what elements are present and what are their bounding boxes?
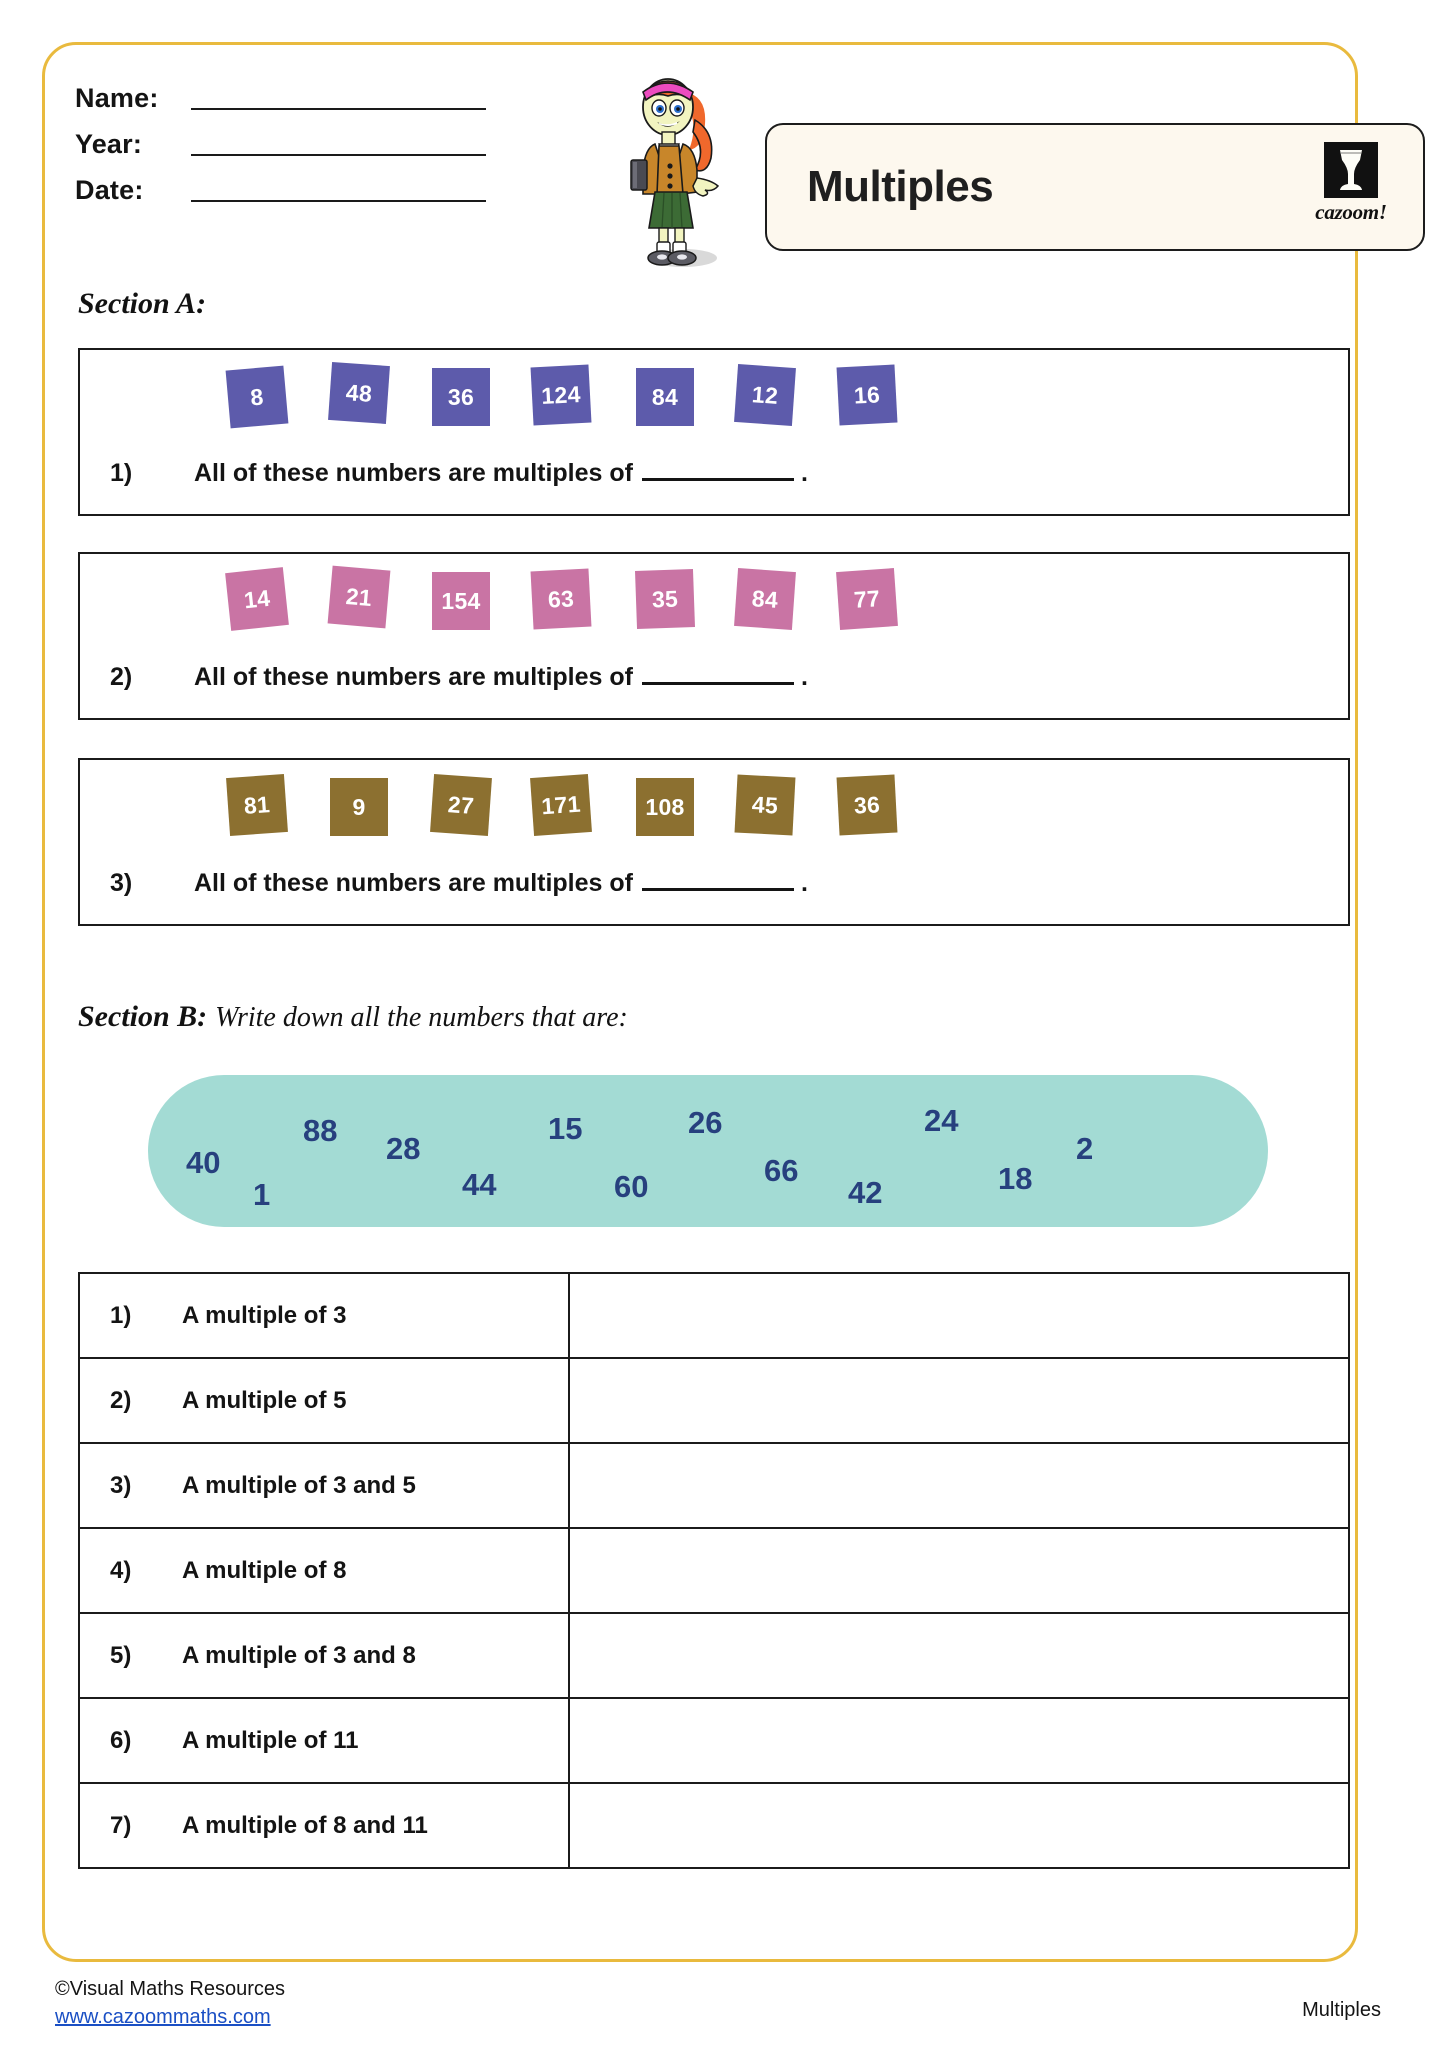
- cazoom-goblet-icon: [1324, 142, 1378, 198]
- answer-blank-3[interactable]: [642, 868, 794, 891]
- table-row-number: 3): [110, 1471, 132, 1499]
- question-tail-3: .: [800, 869, 808, 897]
- table-row-text: A multiple of 3: [182, 1301, 347, 1329]
- table-row-text: A multiple of 3 and 5: [182, 1471, 416, 1499]
- number-tile: 81: [226, 774, 288, 836]
- number-tile-row-2: [80, 554, 1348, 662]
- date-input-line[interactable]: [191, 199, 486, 202]
- cloud-number: 24: [924, 1103, 959, 1138]
- number-tile: 12: [734, 364, 796, 426]
- table-row-number: 1): [110, 1301, 132, 1329]
- table-row-answer-cell[interactable]: [569, 1698, 1349, 1783]
- table-row-prompt: [79, 1613, 569, 1698]
- table-row-prompt: [79, 1273, 569, 1358]
- table-row-answer-cell[interactable]: [569, 1273, 1349, 1358]
- table-row-text: A multiple of 8: [182, 1556, 347, 1584]
- number-tile: 77: [836, 568, 898, 630]
- table-row-answer-cell[interactable]: [569, 1443, 1349, 1528]
- table-row: [79, 1783, 1349, 1868]
- question-text-3: All of these numbers are multiples of: [194, 869, 633, 897]
- number-tile: 9: [330, 778, 388, 836]
- cazoom-logo-text: cazoom!: [1315, 200, 1387, 224]
- table-row-number: 2): [110, 1386, 132, 1414]
- table-row-answer-cell[interactable]: [569, 1783, 1349, 1868]
- table-row-text: A multiple of 5: [182, 1386, 347, 1414]
- number-tile: 154: [432, 572, 490, 630]
- table-row-prompt: [79, 1528, 569, 1613]
- worksheet-title-box: [765, 123, 1425, 251]
- question-line-2: [80, 662, 1348, 718]
- number-tile: 171: [530, 774, 592, 836]
- number-tile: 84: [636, 368, 694, 426]
- year-field-row: [75, 116, 545, 162]
- copyright-text: ©Visual Maths Resources: [55, 1978, 286, 2000]
- section-b-answer-table: [78, 1272, 1350, 1869]
- question-text-2: All of these numbers are multiples of: [194, 663, 633, 691]
- number-cloud: [148, 1075, 1268, 1227]
- number-tile: 27: [430, 774, 492, 836]
- date-label: Date:: [75, 175, 144, 205]
- cloud-number: 66: [764, 1153, 799, 1188]
- table-row-number: 4): [110, 1556, 132, 1584]
- table-row-text: A multiple of 11: [182, 1726, 359, 1754]
- date-field-row: [75, 162, 545, 208]
- table-row-prompt: [79, 1698, 569, 1783]
- cazoom-logo: [1305, 142, 1397, 225]
- cloud-number: 1: [253, 1177, 271, 1212]
- name-input-line[interactable]: [191, 107, 486, 110]
- schoolgirl-illustration-icon: [615, 62, 735, 272]
- number-tile: 36: [837, 775, 898, 836]
- question-line-1: [80, 458, 1348, 514]
- number-tile: 21: [328, 566, 391, 629]
- cloud-number: 18: [998, 1161, 1033, 1196]
- table-row-text: A multiple of 8 and 11: [182, 1811, 428, 1839]
- answer-blank-1[interactable]: [642, 458, 794, 481]
- table-row-answer-cell[interactable]: [569, 1528, 1349, 1613]
- number-tile: 48: [328, 362, 390, 424]
- table-row: [79, 1698, 1349, 1783]
- table-row: [79, 1358, 1349, 1443]
- question-tail-1: .: [800, 459, 808, 487]
- cloud-number: 26: [688, 1105, 723, 1140]
- number-tile-row-3: [80, 760, 1348, 868]
- footer-credit: [55, 1975, 285, 2032]
- table-row-answer-cell[interactable]: [569, 1613, 1349, 1698]
- table-row-answer-cell[interactable]: [569, 1358, 1349, 1443]
- section-a-label: Section A:: [78, 287, 207, 320]
- number-tile: 84: [734, 568, 796, 630]
- student-info-fields: [75, 70, 545, 208]
- cloud-number: 60: [614, 1169, 649, 1204]
- cloud-number: 40: [186, 1145, 221, 1180]
- year-label: Year:: [75, 129, 143, 159]
- question-number-1: 1): [110, 459, 133, 487]
- table-row-number: 5): [110, 1641, 132, 1669]
- number-tile: 108: [636, 778, 694, 836]
- table-row-prompt: [79, 1783, 569, 1868]
- number-tile: 35: [635, 569, 695, 629]
- section-a-question-box-2: [78, 552, 1350, 720]
- section-a-question-box-1: [78, 348, 1350, 516]
- page-title: Multiples: [807, 162, 994, 211]
- table-row: [79, 1613, 1349, 1698]
- worksheet-header: [75, 60, 1387, 250]
- table-row-number: 6): [110, 1726, 132, 1754]
- question-line-3: [80, 868, 1348, 924]
- question-number-2: 2): [110, 663, 133, 691]
- section-a-heading: [78, 287, 206, 321]
- section-b-label: Section B:: [78, 1000, 208, 1033]
- number-tile: 16: [837, 365, 898, 426]
- name-field-row: [75, 70, 545, 116]
- year-input-line[interactable]: [191, 153, 486, 156]
- section-b-instruction: Write down all the numbers that are:: [215, 1002, 628, 1033]
- number-tile: 45: [735, 775, 796, 836]
- question-number-3: 3): [110, 869, 133, 897]
- cloud-number: 88: [303, 1113, 338, 1148]
- table-row: [79, 1443, 1349, 1528]
- table-row-prompt: [79, 1443, 569, 1528]
- table-row-text: A multiple of 3 and 8: [182, 1641, 416, 1669]
- number-tile: 63: [531, 569, 592, 630]
- cloud-number: 28: [386, 1131, 421, 1166]
- table-row-prompt: [79, 1358, 569, 1443]
- footer-worksheet-name: Multiples: [1302, 1999, 1381, 2021]
- cloud-number: 42: [848, 1175, 883, 1210]
- table-row: [79, 1528, 1349, 1613]
- section-b-heading: [78, 1000, 628, 1034]
- number-tile: 36: [432, 368, 490, 426]
- number-tile: 14: [225, 567, 289, 631]
- cazoommaths-link[interactable]: www.cazoommaths.com: [55, 2006, 271, 2029]
- cloud-number: 44: [462, 1167, 497, 1202]
- section-a-question-box-3: [78, 758, 1350, 926]
- name-label: Name:: [75, 83, 159, 113]
- question-tail-2: .: [800, 663, 808, 691]
- table-row-number: 7): [110, 1811, 132, 1839]
- cloud-number: 2: [1076, 1131, 1094, 1166]
- table-row: [79, 1273, 1349, 1358]
- question-text-1: All of these numbers are multiples of: [194, 459, 633, 487]
- number-tile-row-1: [80, 350, 1348, 458]
- number-tile: 124: [531, 365, 592, 426]
- number-tile: 8: [226, 366, 289, 429]
- answer-blank-2[interactable]: [642, 662, 794, 685]
- cloud-number: 15: [548, 1111, 583, 1146]
